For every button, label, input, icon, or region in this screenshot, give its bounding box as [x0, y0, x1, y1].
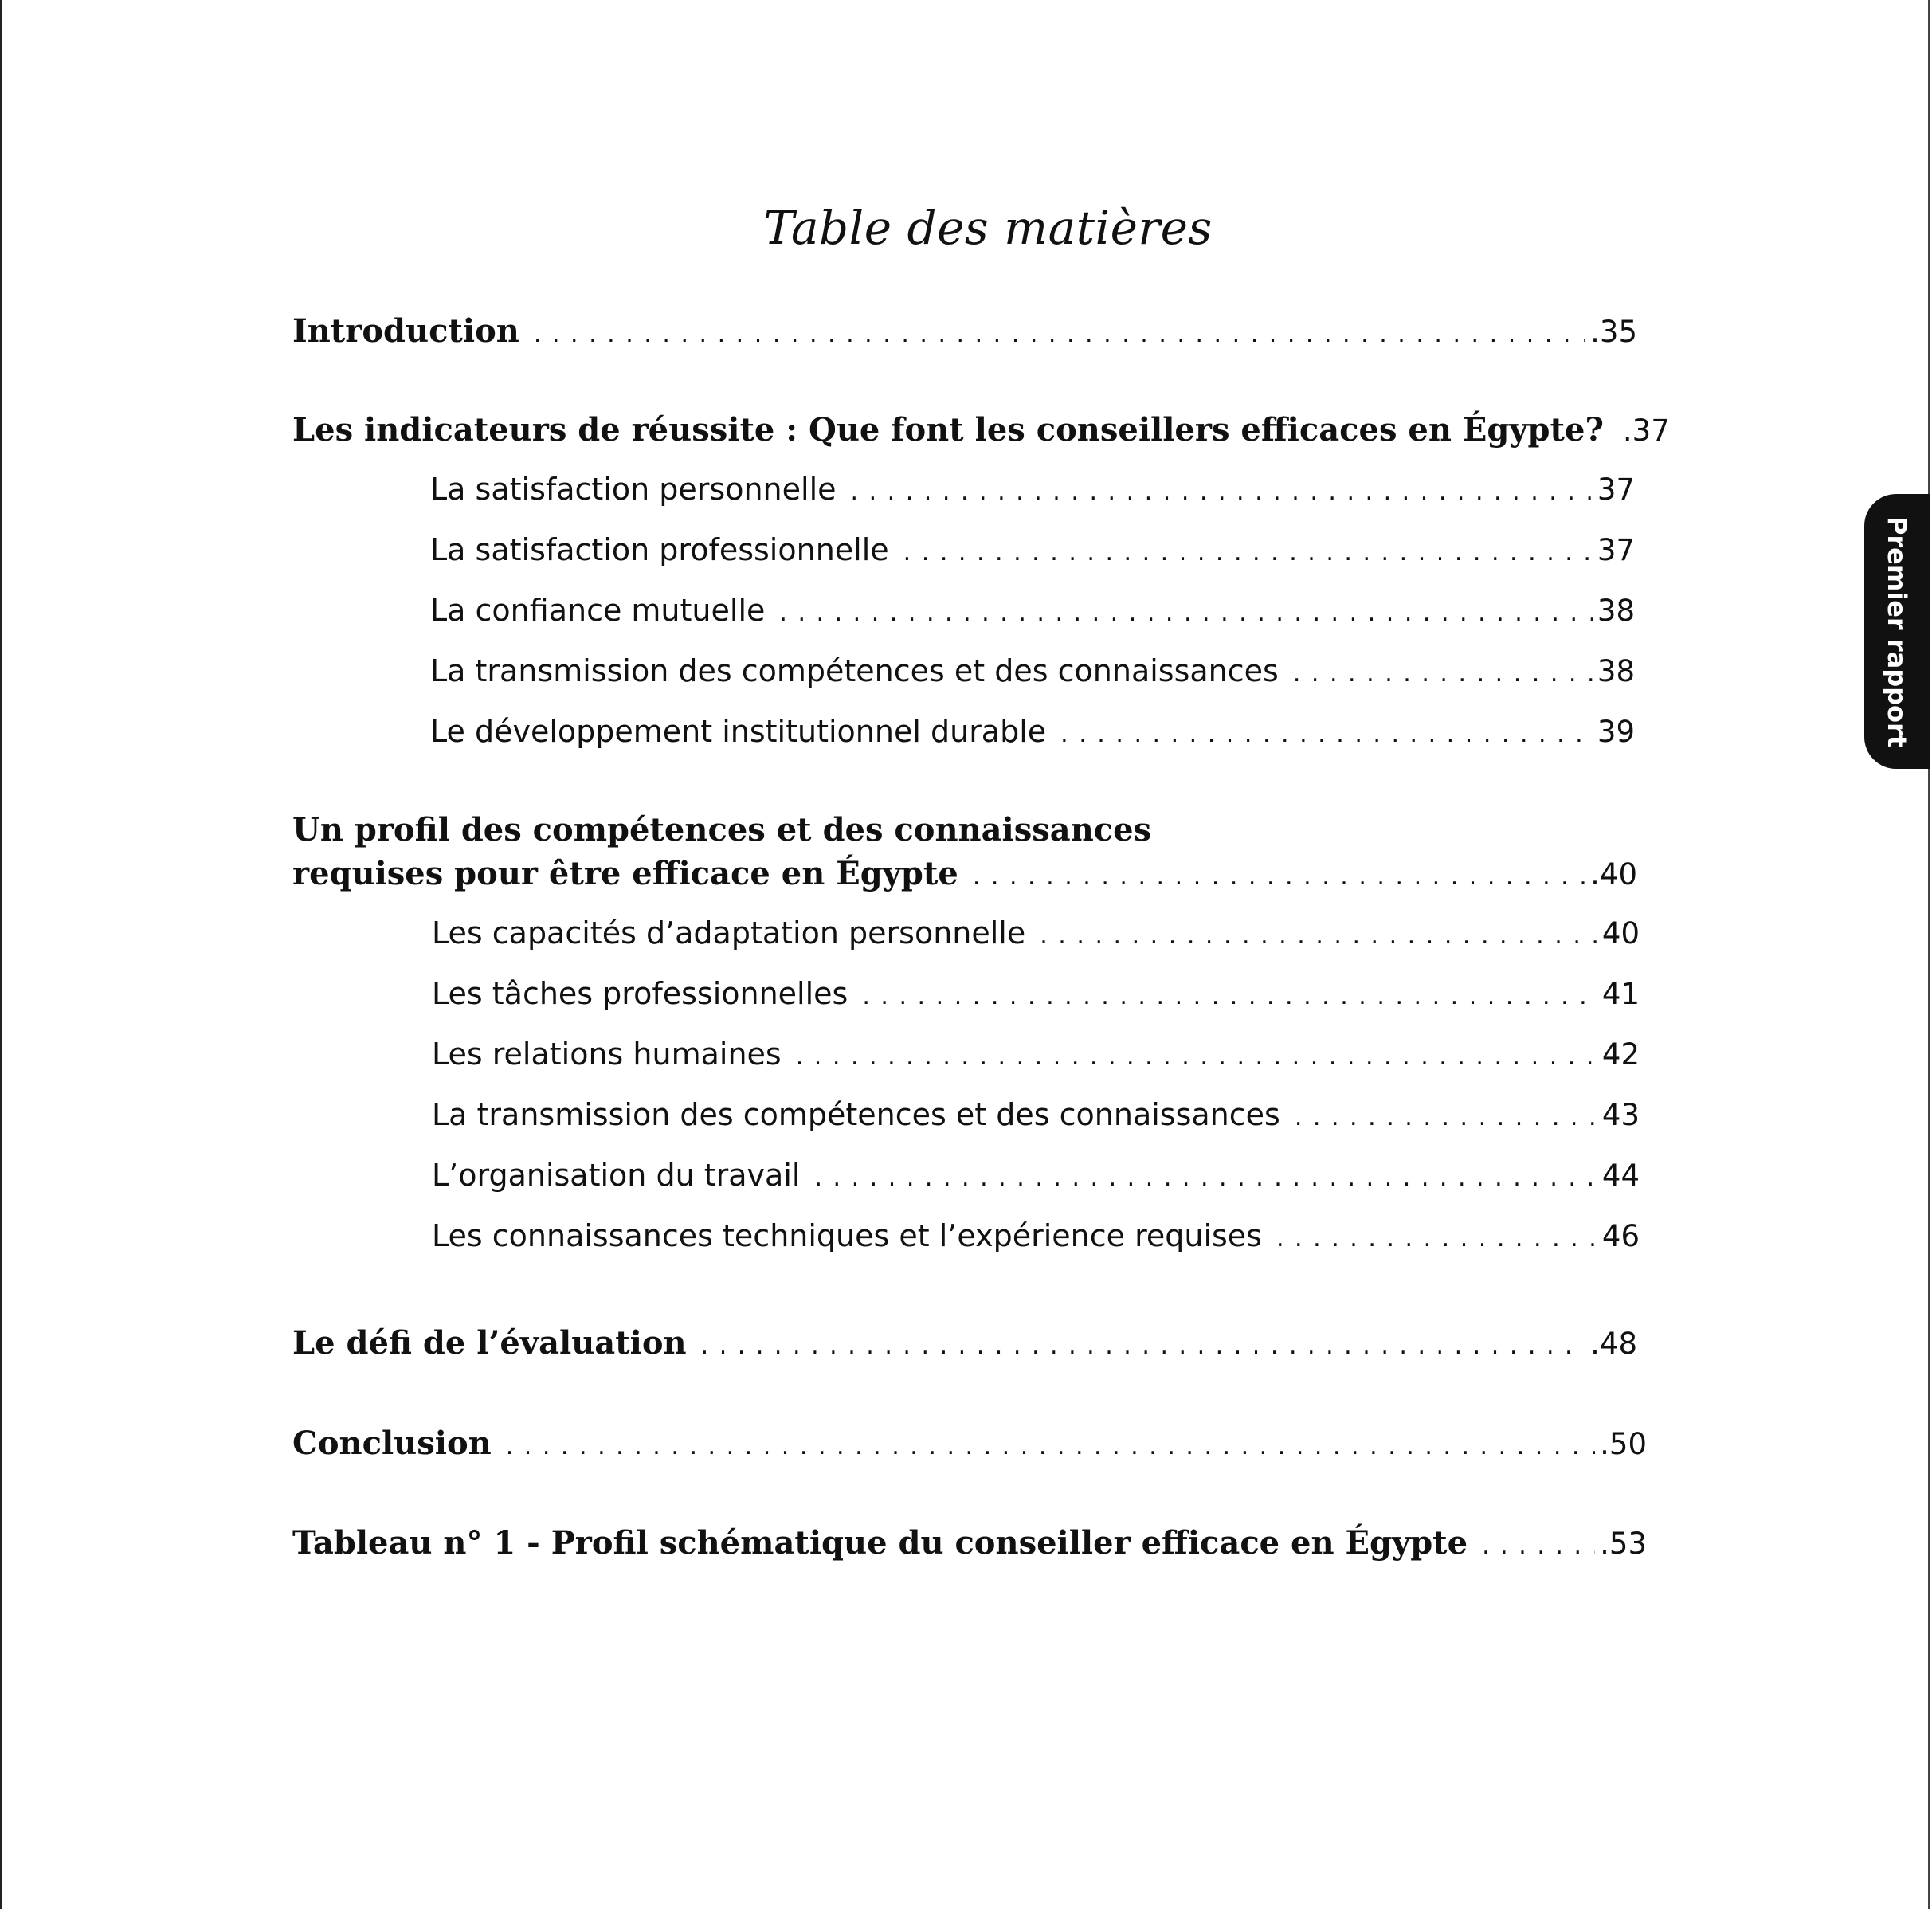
toc-page-number: 38: [1597, 594, 1635, 628]
toc-entry-transmission-1[interactable]: [430, 653, 1635, 688]
toc-page-number: .50: [1600, 1427, 1647, 1461]
toc-entry-developpement-institutionnel[interactable]: [430, 714, 1635, 749]
toc-page-number: .40: [1590, 857, 1637, 892]
dot-leader: [1276, 1218, 1597, 1253]
toc-entry-label: Les connaissances techniques et l’expérience requises: [432, 1218, 1262, 1253]
toc-entry-label: La transmission des compétences et des connaissances: [430, 653, 1279, 688]
toc-entry-label: La satisfaction professionnelle: [430, 532, 889, 567]
toc-entry-tableau-1[interactable]: [292, 1524, 1647, 1562]
toc-entry-label: Conclusion: [292, 1425, 492, 1462]
toc-entry-label: Tableau n° 1 - Profil schématique du conseiller efficace en Égypte: [292, 1524, 1468, 1562]
toc-entry-conclusion[interactable]: [292, 1425, 1647, 1462]
dot-leader: [903, 532, 1593, 567]
toc-entry-label: Introduction: [292, 312, 519, 350]
dot-leader: [701, 1324, 1586, 1362]
toc-page-number: .48: [1590, 1327, 1637, 1361]
toc-entry-profil-line1[interactable]: Un profil des compétences et des connaissances: [292, 811, 1152, 849]
toc-entry-label: La confiance mutuelle: [430, 593, 766, 628]
toc-entry-satisfaction-professionnelle[interactable]: [430, 532, 1635, 567]
side-tab-label-wrap: [1864, 494, 1930, 769]
dot-leader: [1040, 915, 1597, 951]
toc-entry-indicateurs[interactable]: [292, 411, 1670, 449]
toc-page-number: 41: [1601, 977, 1640, 1011]
toc-entry-defi-evaluation[interactable]: [292, 1324, 1637, 1362]
toc-page-number: .53: [1600, 1527, 1647, 1561]
toc-page-number: 38: [1597, 654, 1635, 688]
toc-entry-introduction[interactable]: [292, 312, 1637, 350]
toc-entry-label: Le développement institutionnel durable: [430, 714, 1047, 749]
toc-page-number: 46: [1601, 1219, 1640, 1253]
side-tab-label: Premier rapport: [1882, 515, 1912, 747]
toc-entry-label: La transmission des compétences et des connaissances: [432, 1097, 1280, 1132]
toc-entry-taches-professionnelles[interactable]: [432, 976, 1640, 1011]
toc-entry-label: La satisfaction personnelle: [430, 472, 837, 507]
toc-entry-label: Les relations humaines: [432, 1037, 782, 1072]
toc-page-number: 37: [1597, 472, 1635, 507]
toc-entry-capacites-adaptation[interactable]: [432, 915, 1640, 951]
toc-entry-confiance-mutuelle[interactable]: [430, 593, 1635, 628]
toc-entry-satisfaction-personnelle[interactable]: [430, 472, 1635, 507]
toc-entry-label: Les capacités d’adaptation personnelle: [432, 915, 1026, 951]
dot-leader: [1293, 653, 1593, 688]
toc-page-number: 40: [1601, 916, 1640, 951]
toc-entry-label: Les indicateurs de réussite : Que font les conseillers efficaces en Égypte?: [292, 411, 1604, 449]
toc-entry-relations-humaines[interactable]: [432, 1037, 1640, 1072]
toc-page-number: .37: [1622, 414, 1670, 448]
dot-leader: [862, 976, 1597, 1011]
dot-leader: [973, 855, 1585, 892]
dot-leader: [534, 312, 1585, 350]
dot-leader: [1295, 1097, 1597, 1132]
dot-leader: [1060, 714, 1593, 749]
toc-entry-transmission-2[interactable]: [432, 1097, 1640, 1132]
dot-leader: [506, 1425, 1595, 1462]
dot-leader: [796, 1037, 1597, 1072]
page-title: Table des matières: [763, 201, 1213, 255]
dot-leader: [851, 472, 1593, 507]
toc-page-number: 42: [1601, 1037, 1640, 1072]
toc-page-number: .35: [1590, 315, 1637, 349]
toc-page-number: 39: [1597, 715, 1635, 749]
dot-leader: [779, 593, 1593, 628]
toc-page-number: 44: [1601, 1158, 1640, 1193]
toc-entry-connaissances-techniques[interactable]: [432, 1218, 1640, 1253]
toc-entry-organisation-travail[interactable]: [432, 1158, 1640, 1193]
toc-entry-label: requises pour être efficace en Égypte: [292, 855, 958, 892]
toc-entry-label: Les tâches professionnelles: [432, 976, 848, 1011]
dot-leader: [1482, 1524, 1595, 1562]
toc-page-number: 37: [1597, 533, 1635, 567]
toc-entry-label: L’organisation du travail: [432, 1158, 801, 1193]
toc-page-number: 43: [1601, 1098, 1640, 1132]
dot-leader: [814, 1158, 1597, 1193]
toc-entry-label: Le défi de l’évaluation: [292, 1324, 687, 1362]
toc-entry-profil[interactable]: [292, 855, 1637, 892]
